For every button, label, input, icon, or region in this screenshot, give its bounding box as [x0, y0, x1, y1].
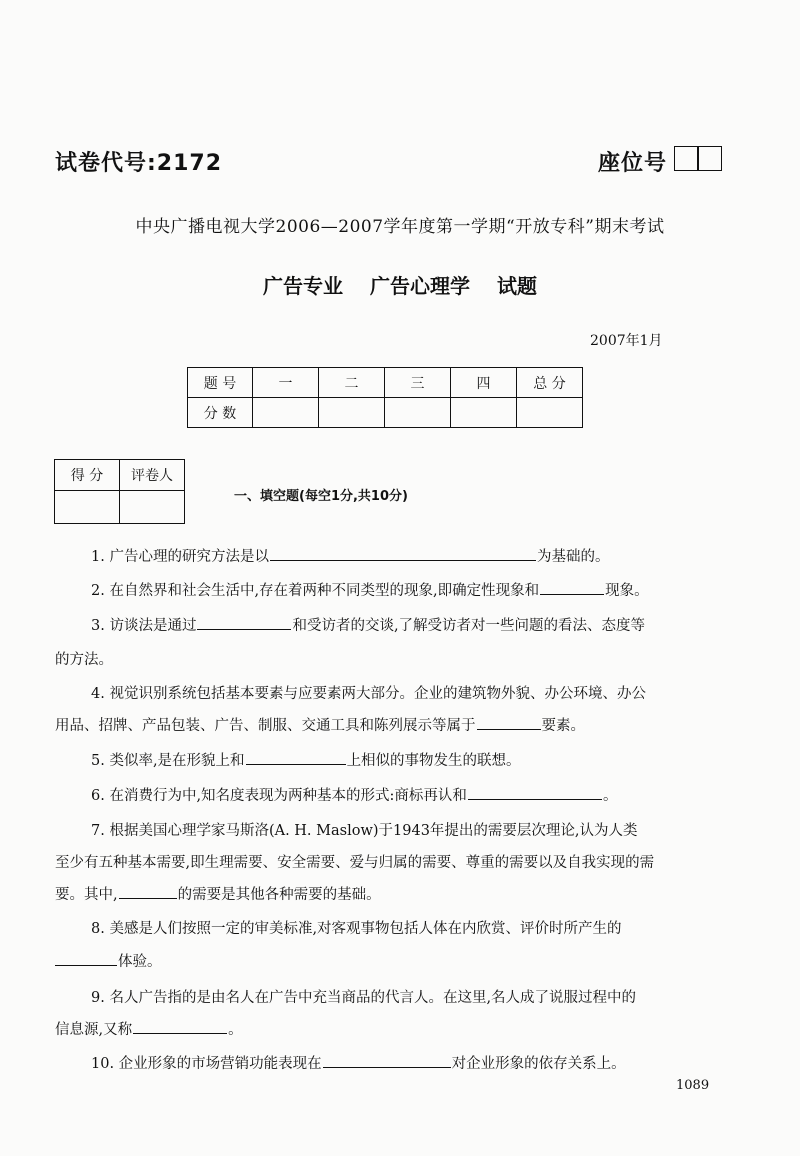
score-table-value-row: [188, 398, 583, 428]
grader-score-header: 得 分: [55, 460, 120, 491]
grader-table: [54, 459, 185, 524]
seat-number-boxes: [675, 146, 722, 171]
answer-blank: [270, 545, 536, 561]
seat-number-label: 座位号: [598, 151, 668, 176]
exam-title: 中央广播电视大学2006—2007学年度第一学期“开放专科”期末考试: [135, 217, 665, 237]
score-header-cell: 四: [451, 368, 517, 398]
answer-blank: [246, 749, 346, 765]
score-value-cell: [385, 398, 451, 428]
grader-name-cell: [120, 491, 185, 524]
seat-box: [697, 146, 722, 171]
question-2: 2. 在自然界和社会生活中,存在着两种不同类型的现象,即确定性现象和 现象。: [55, 574, 761, 608]
exam-date: 2007年1月: [590, 333, 663, 349]
grader-name-header: 评卷人: [120, 460, 185, 491]
question-9-cont: 信息源,又称 。: [55, 1013, 725, 1047]
score-header-cell: 题 号: [188, 368, 253, 398]
grader-score-cell: [55, 491, 120, 524]
score-value-cell: [253, 398, 319, 428]
answer-blank: [477, 714, 541, 730]
score-header-cell: 二: [319, 368, 385, 398]
answer-blank: [197, 614, 291, 630]
question-8-cont: 体验。: [55, 945, 725, 979]
answer-blank: [133, 1018, 227, 1034]
score-table-header-row: [188, 368, 583, 398]
page-number: 1089: [676, 1078, 710, 1093]
question-10: 10. 企业形象的市场营销功能表现在 对企业形象的依存关系上。: [55, 1047, 761, 1081]
section-title: 一、填空题(每空1分,共10分): [234, 489, 408, 504]
question-6: 6. 在消费行为中,知名度表现为两种基本的形式:商标再认和 。: [55, 779, 761, 813]
answer-blank: [540, 579, 604, 595]
question-4-cont: 用品、招牌、产品包装、广告、制服、交通工具和陈列展示等属于 要素。: [55, 709, 725, 743]
question-3: 3. 访谈法是通过 和受访者的交谈,了解受访者对一些问题的看法、态度等: [55, 609, 761, 643]
question-8: 8. 美感是人们按照一定的审美标准,对客观事物包括人体在内欣赏、评价时所产生的: [91, 921, 622, 937]
answer-blank: [55, 950, 117, 966]
score-header-cell: 总 分: [517, 368, 583, 398]
answer-blank: [119, 883, 177, 899]
answer-blank: [323, 1052, 451, 1068]
score-value-cell: [319, 398, 385, 428]
subject-title: 广告专业 广告心理学 试题: [263, 274, 537, 298]
question-7-cont: 至少有五种基本需要,即生理需要、安全需要、爱与归属的需要、尊重的需要以及自我实现的需: [55, 855, 655, 871]
score-label-cell: 分 数: [188, 398, 253, 428]
seat-box: [674, 146, 699, 171]
score-header-cell: 一: [253, 368, 319, 398]
score-value-cell: [451, 398, 517, 428]
question-4: 4. 视觉识别系统包括基本要素与应要素两大部分。企业的建筑物外貌、办公环境、办公: [91, 686, 646, 702]
question-7-cont2: 要。其中, 的需要是其他各种需要的基础。: [55, 878, 725, 912]
question-9: 9. 名人广告指的是由名人在广告中充当商品的代言人。在这里,名人成了说服过程中的: [91, 990, 637, 1006]
question-7: 7. 根据美国心理学家马斯洛(A. H. Maslow)于1943年提出的需要层次理论,认为人类: [91, 823, 638, 839]
question-5: 5. 类似率,是在形貌上和 上相似的事物发生的联想。: [55, 744, 761, 778]
exam-code: 试卷代号:2172: [55, 151, 223, 176]
score-value-cell: [517, 398, 583, 428]
score-table: [187, 367, 583, 428]
question-1: 1. 广告心理的研究方法是以 为基础的。: [55, 540, 761, 574]
question-3-cont: 的方法。: [55, 652, 113, 668]
answer-blank: [468, 784, 602, 800]
score-header-cell: 三: [385, 368, 451, 398]
